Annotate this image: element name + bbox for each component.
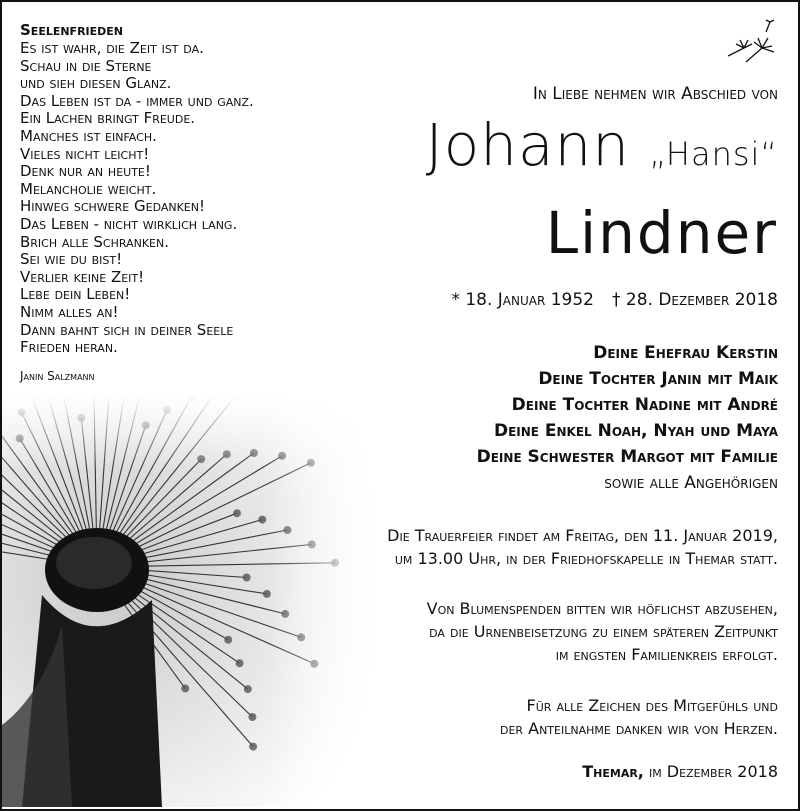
poem-line: Vieles nicht leicht! [20, 144, 150, 163]
family-member: Deine Ehefrau Kerstin [593, 343, 778, 363]
deceased-first-name [426, 110, 778, 189]
life-dates [433, 290, 778, 310]
dandelion-photo [2, 395, 382, 807]
birth-date: * 18. Januar 1952 [451, 290, 594, 310]
closing-place: Themar, [582, 762, 644, 781]
poem-line: Hinweg schwere Gedanken! [20, 197, 206, 216]
family-member: Deine Schwester Margot mit Familie [476, 447, 778, 467]
thanks-line: Für alle Zeichen des Mitgefühls und [526, 696, 778, 715]
family-member: Deine Tochter Janin mit Maik [538, 369, 778, 389]
family-member: Deine Enkel Noah, Nyah und Maya [493, 421, 778, 441]
poem-line: Brich alle Schranken. [20, 232, 169, 251]
dandelion-seeds-icon [722, 18, 778, 66]
poem-line: Denk nur an heute! [20, 162, 151, 181]
poem-line: Das Leben - nicht wirklich lang. [20, 214, 238, 233]
poem-line: Ein Lachen bringt Freude. [20, 109, 196, 128]
poem-title: Seelenfrieden [20, 21, 124, 39]
poem-line: Manches ist einfach. [20, 126, 157, 145]
poem-author: Janin Salzmann [20, 368, 95, 383]
family-list [477, 340, 778, 496]
poem-line: Nimm alles an! [20, 302, 119, 321]
funeral-line: um 13.00 Uhr, in der Friedhofskapelle in Themar statt. [394, 549, 778, 568]
poem-lines [20, 40, 340, 357]
funeral-line: Die Trauerfeier findet am Freitag, den 11. Januar 2019, [387, 526, 778, 545]
flowers-line: im engsten Familienkreis erfolgt. [555, 645, 778, 664]
nickname-text: „Hansi“ [649, 135, 778, 173]
poem-line: Lebe dein Leben! [20, 285, 131, 304]
flowers-line: Von Blumenspenden bitten wir höflichst abzusehen, [426, 599, 778, 618]
poem-line: Das Leben ist da - immer und ganz. [20, 91, 254, 110]
family-member: Deine Tochter Nadine mit André [511, 395, 778, 415]
first-name-text: Johann [425, 111, 631, 179]
poem [20, 22, 340, 383]
poem-line: Schau in die Sterne [20, 56, 152, 75]
poem-line: Frieden heran. [20, 338, 118, 357]
thanks-notice [500, 694, 778, 740]
deceased-surname: Lindner [545, 199, 778, 267]
family-relatives: sowie alle Angehörigen [604, 473, 778, 493]
funeral-notice [387, 524, 778, 570]
closing-line [582, 762, 778, 781]
poem-line: Es ist wahr, die Zeit ist da. [20, 39, 204, 57]
farewell-heading: In Liebe nehmen wir Abschied von [532, 84, 778, 104]
death-date: † 28. Dezember 2018 [612, 290, 778, 310]
flowers-notice [427, 597, 778, 666]
closing-date: im Dezember 2018 [648, 762, 778, 781]
flowers-line: da die Urnenbeisetzung zu einem späteren Zeitpunkt [429, 622, 778, 641]
poem-line: Verlier keine Zeit! [20, 267, 145, 286]
poem-line: Sei wie du bist! [20, 250, 123, 269]
poem-line: Melancholie weicht. [20, 179, 157, 198]
poem-line: und sieh diesen Glanz. [20, 74, 172, 93]
poem-line: Dann bahnt sich in deiner Seele [20, 320, 234, 339]
thanks-line: der Anteilnahme danken wir von Herzen. [499, 719, 778, 738]
